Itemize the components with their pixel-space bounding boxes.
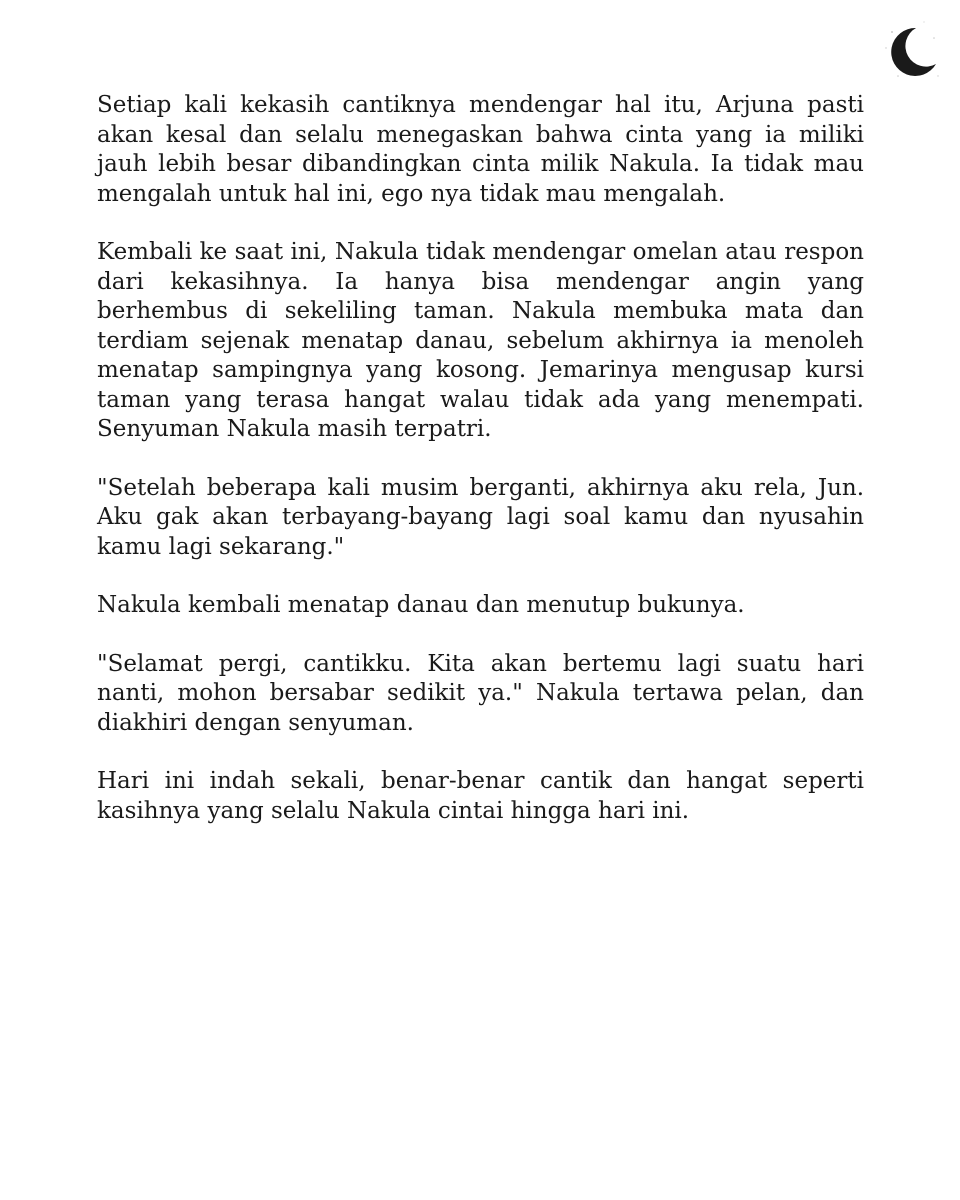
star-dot xyxy=(891,31,893,33)
story-paragraph-6: Hari ini indah sekali, benar-benar cantik dan hangat seperti kasihnya yang selalu Nakula cintai hingga hari ini. xyxy=(97,768,864,824)
star-dot xyxy=(937,75,938,76)
star-dot xyxy=(923,21,924,22)
star-dot xyxy=(897,75,899,77)
story-paragraph-2: Kembali ke saat ini, Nakula tidak mendengar omelan atau respon dari kekasihnya. Ia hanya bisa mendengar angin yang berhembus di sekeliling taman. Nakula membuka mata dan terdiam sejenak menatap danau, sebelum akhirnya ia menoleh menatap sampingnya yang kosong. Jemarinya mengusap kursi taman yang terasa hangat walau tidak ada yang menempati. Senyuman Nakula masih terpatri. xyxy=(97,239,864,442)
crescent-shape xyxy=(891,28,936,76)
story-text xyxy=(97,91,864,855)
crescent-moon-graphic xyxy=(878,18,942,82)
star-dot xyxy=(885,47,886,48)
story-paragraph-1: Setiap kali kekasih cantiknya mendengar hal itu, Arjuna pasti akan kesal dan selalu menegaskan bahwa cinta yang ia miliki jauh lebih besar dibandingkan cinta milik Nakula. Ia tidak mau mengalah untuk hal ini, ego nya tidak mau mengalah. xyxy=(97,92,864,207)
star-dot xyxy=(933,37,935,39)
story-paragraph-4: Nakula kembali menatap danau dan menutup bukunya. xyxy=(97,592,745,618)
story-paragraph-3: "Setelah beberapa kali musim berganti, akhirnya aku rela, Jun. Aku gak akan terbayang-bayang lagi soal kamu dan nyusahin kamu lagi sekarang." xyxy=(97,474,864,560)
story-paragraph-5: "Selamat pergi, cantikku. Kita akan bertemu lagi suatu hari nanti, mohon bersabar sedikit ya." Nakula tertawa pelan, dan diakhiri dengan senyuman. xyxy=(97,650,864,736)
crescent-moon-icon xyxy=(878,18,942,82)
